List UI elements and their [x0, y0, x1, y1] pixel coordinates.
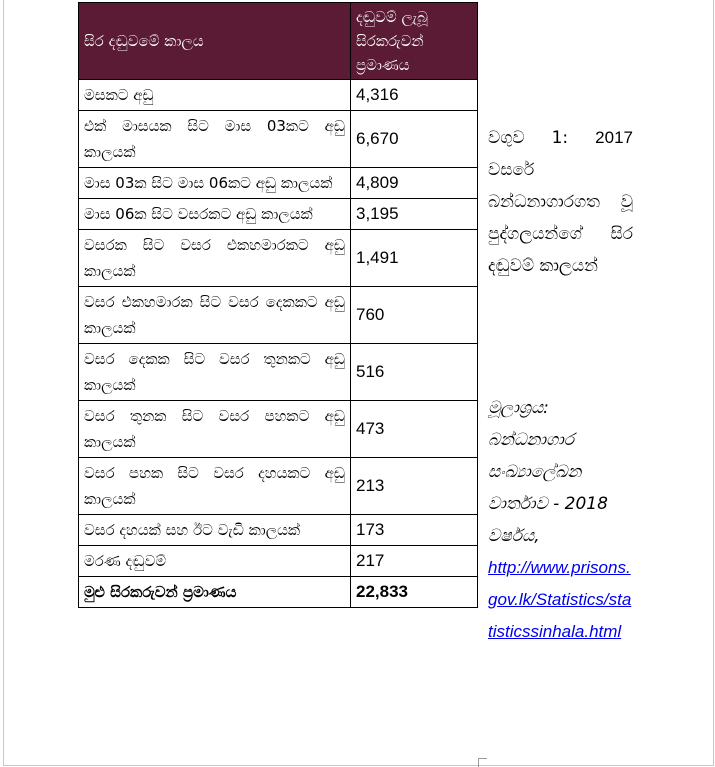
row-count: 4,316 — [351, 80, 478, 111]
row-count: 760 — [351, 287, 478, 344]
row-count: 3,195 — [351, 199, 478, 230]
source-label: මූලාශ්‍රය: — [488, 398, 549, 418]
row-count: 4,809 — [351, 168, 478, 199]
row-count: 213 — [351, 458, 478, 515]
total-count: 22,833 — [351, 577, 478, 608]
caption-prefix: වගුව 1: — [488, 128, 569, 148]
table-header-row — [79, 3, 478, 80]
row-count: 473 — [351, 401, 478, 458]
row-period: මාස 06ක සිට වසරකට අඩු කාලයක් — [79, 199, 351, 230]
caption-year: 2017 — [595, 128, 633, 147]
row-period: වසර දෙකක සිට වසර තුනකට අඩු කාලයක් — [79, 344, 351, 401]
table-row — [79, 515, 478, 546]
table-row — [79, 230, 478, 287]
row-period: වසරක සිට වසර එකහමාරකට අඩු කාලයක් — [79, 230, 351, 287]
total-label: මුළු සිරකරුවන් ප්‍රමාණය — [79, 577, 351, 608]
row-period: මාස 03ක සිට මාස 06කට අඩු කාලයක් — [79, 168, 351, 199]
table-row — [79, 80, 478, 111]
row-period: වසර පහක සිට වසර දහයකට අඩු කාලයක් — [79, 458, 351, 515]
row-period: වසර තුනක සිට වසර පහකට අඩු කාලයක් — [79, 401, 351, 458]
row-count: 173 — [351, 515, 478, 546]
row-count: 516 — [351, 344, 478, 401]
header-count: දඬුවම් ලැබූ සිරකරුවන් ප්‍රමාණය — [351, 3, 478, 80]
page-corner-mark — [478, 758, 487, 767]
total-row — [79, 577, 478, 608]
table-row — [79, 111, 478, 168]
sentence-period-table — [78, 2, 478, 608]
row-period: එක් මාසයක සිට මාස 03කට අඩු කාලයක් — [79, 111, 351, 168]
row-count: 6,670 — [351, 111, 478, 168]
row-period: මරණ දඬුවම් — [79, 546, 351, 577]
header-period: සිර දඬුවමේ කාලය — [79, 3, 351, 80]
table-row — [79, 287, 478, 344]
row-period: මසකට අඩු — [79, 80, 351, 111]
row-count: 217 — [351, 546, 478, 577]
source-note — [488, 392, 633, 648]
table-row — [79, 546, 478, 577]
table-caption — [488, 122, 633, 282]
table-row — [79, 199, 478, 230]
caption-text: වසරේ බන්ධනාගාරගත වූ පුද්ගලයන්ගේ සිර දඬුවම් කාලයන් — [488, 160, 633, 276]
source-text: බන්ධනාගාර සංඛ්‍යාලේඛන වාර්තාව - 2018 වර්ෂය, — [488, 430, 608, 546]
row-period: වසර දහයක් සහ ඊට වැඩි කාලයක් — [79, 515, 351, 546]
table-row — [79, 401, 478, 458]
table-row — [79, 458, 478, 515]
table-row — [79, 168, 478, 199]
row-period: වසර එකහමාරක සිට වසර දෙකකට අඩු කාලයක් — [79, 287, 351, 344]
table-row — [79, 344, 478, 401]
row-count: 1,491 — [351, 230, 478, 287]
source-link[interactable]: http://www.prisons.gov.lk/Statistics/statisticssinhala.html — [488, 558, 632, 641]
